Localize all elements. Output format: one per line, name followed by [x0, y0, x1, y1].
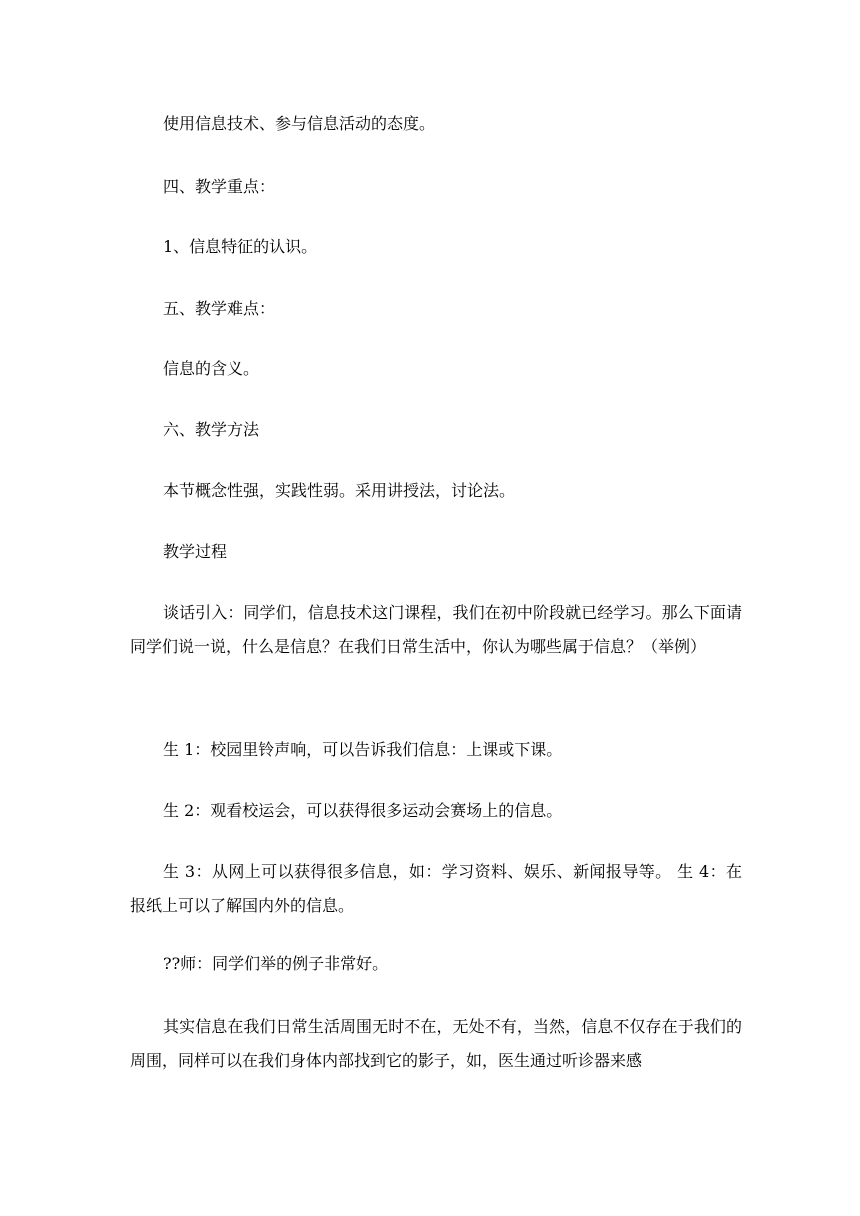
paragraph-student-1: 生 1：校园里铃声响，可以告诉我们信息：上课或下课。: [163, 740, 563, 759]
heading-teaching-method: 六、教学方法: [163, 420, 260, 439]
heading-teaching-focus: 四、教学重点：: [163, 177, 276, 196]
heading-teaching-process: 教学过程: [163, 542, 228, 561]
paragraph-student-3-4: 生 3：从网上可以获得很多信息，如：学习资料、娱乐、新闻报导等。 生 4：在报纸上可以了解国内外的信息。: [130, 862, 742, 915]
paragraph-introduction: 谈话引入：同学们，信息技术这门课程，我们在初中阶段就已经学习。那么下面请同学们说一说，什么是信息？在我们日常生活中，你认为哪些属于信息？（举例）: [130, 603, 742, 656]
paragraph-student-2: 生 2：观看校运会，可以获得很多运动会赛场上的信息。: [163, 801, 563, 820]
paragraph-teacher-comment: ??师：同学们举的例子非常好。: [163, 954, 389, 973]
paragraph-attitude: 使用信息技术、参与信息活动的态度。: [163, 114, 436, 133]
paragraph-focus-item-1: 1、信息特征的认识。: [163, 237, 318, 256]
paragraph-difficulty-item: 信息的含义。: [163, 359, 260, 378]
paragraph-method-description: 本节概念性强，实践性弱。采用讲授法，讨论法。: [163, 481, 516, 500]
heading-teaching-difficulty: 五、教学难点：: [163, 299, 276, 318]
paragraph-information-everywhere: 其实信息在我们日常生活周围无时不在，无处不有，当然，信息不仅存在于我们的周围，同样可以在我们身体内部找到它的影子，如，医生通过听诊器来感: [130, 1017, 742, 1070]
